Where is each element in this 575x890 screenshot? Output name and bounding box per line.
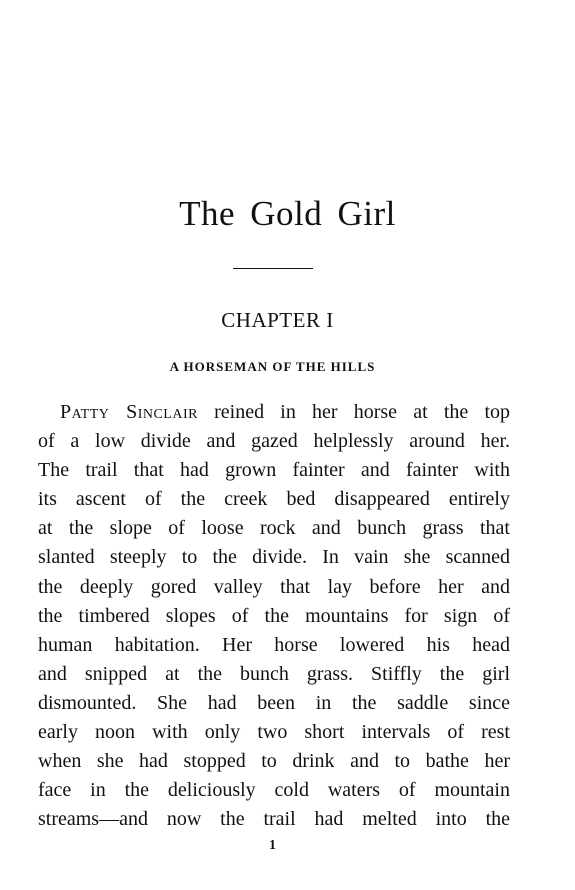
paragraph-line: streams—and now the trail had melted into the bbox=[38, 808, 510, 831]
paragraph-line: dismounted. She had been in the saddle since bbox=[38, 691, 510, 714]
paragraph-line: its ascent of the creek bed disappeared entirely bbox=[38, 488, 510, 511]
title-rule bbox=[233, 268, 313, 269]
chapter-subtitle: A HORSEMAN OF THE HILLS bbox=[169, 359, 376, 374]
paragraph-line: of a low divide and gazed helplessly around her. bbox=[38, 430, 510, 453]
paragraph-line: at the slope of loose rock and bunch grass that bbox=[38, 517, 510, 540]
chapter-heading: CHAPTER I bbox=[221, 308, 334, 332]
paragraph-line: The trail that had grown fainter and fainter with bbox=[38, 459, 510, 482]
paragraph-line: early noon with only two short intervals of rest bbox=[38, 721, 510, 744]
opening-name: Patty Sinclair bbox=[60, 401, 198, 423]
paragraph-line: the timbered slopes of the mountains for sign of bbox=[38, 604, 510, 627]
paragraph-line: human habitation. Her horse lowered his head bbox=[38, 633, 510, 656]
paragraph-line: face in the deliciously cold waters of mountain bbox=[38, 779, 510, 802]
page-number: 1 bbox=[269, 838, 276, 853]
paragraph-line: slanted steeply to the divide. In vain she scanned bbox=[38, 546, 510, 569]
paragraph-line: the deeply gored valley that lay before her and bbox=[38, 575, 510, 598]
paragraph-line: and snipped at the bunch grass. Stiffly the girl bbox=[38, 662, 510, 685]
paragraph-line-text: reined in her horse at the top bbox=[197, 401, 510, 423]
paragraph-line bbox=[38, 398, 510, 427]
chapter-paragraph bbox=[38, 398, 510, 834]
book-title: The Gold Girl bbox=[179, 194, 396, 233]
paragraph-line: when she had stopped to drink and to bathe her bbox=[38, 750, 510, 773]
